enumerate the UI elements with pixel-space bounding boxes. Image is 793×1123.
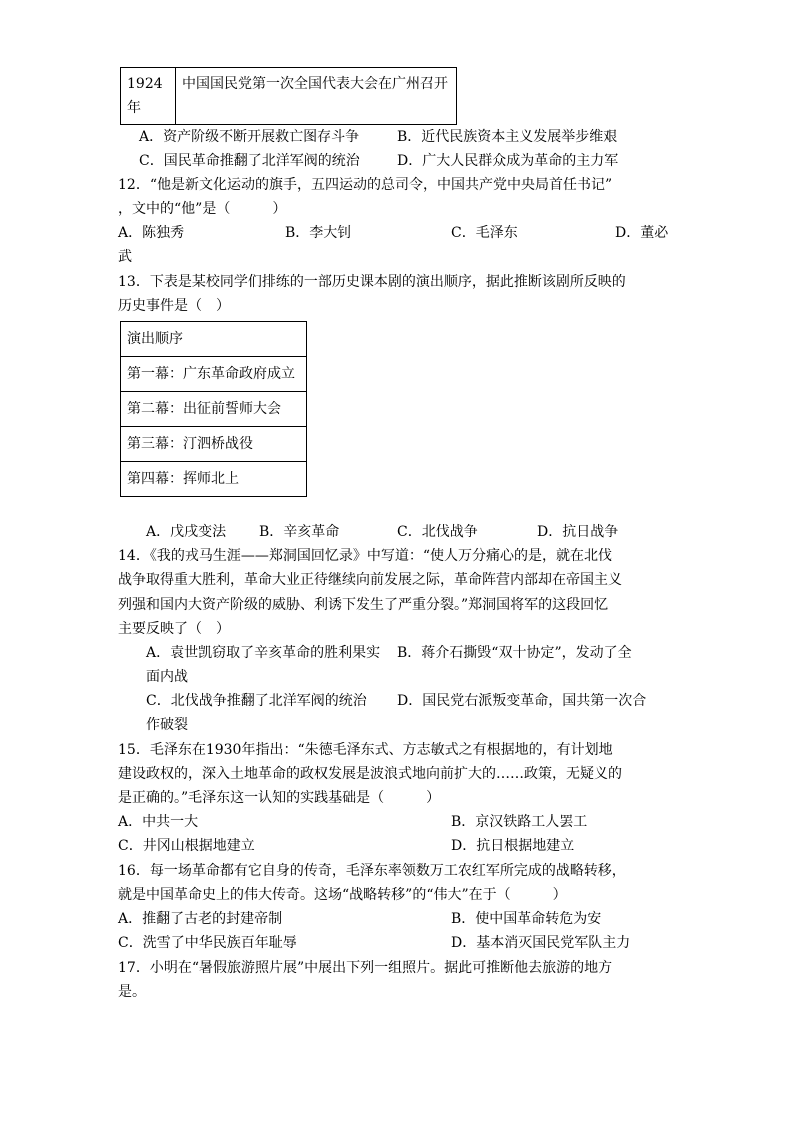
q15-stem-line1: 15．毛泽东在1930年指出：“朱德毛泽东式、方志敏式之有根据地的，有计划地: [118, 742, 613, 758]
q16-option-a: A．推翻了古老的封建帝制: [118, 911, 283, 927]
q12-option-d: D．董必: [615, 225, 669, 241]
q12-option-b: B．李大钊: [285, 225, 352, 241]
q16-option-b: B．使中国革命转危为安: [451, 911, 602, 927]
q14-stem-line1: 14．《我的戎马生涯——郑洞国回忆录》中写道：“使人万分痛心的是，就在北伐: [118, 548, 612, 564]
q11-option-b: B．近代民族资本主义发展举步维艰: [397, 129, 618, 145]
table-row: 第四幕：挥师北上: [121, 462, 307, 497]
q12-option-c: C．毛泽东: [451, 225, 518, 241]
table-year-cell: 1924年: [121, 68, 176, 125]
q11-option-d: D．广大人民群众成为革命的主力军: [397, 153, 619, 169]
q16-option-c: C．洗雪了中华民族百年耻辱: [118, 935, 297, 951]
q11-option-c: C．国民革命推翻了北洋军阀的统治: [139, 153, 360, 169]
q14-stem-line2: 战争取得重大胜利，革命大业正待继续向前发展之际，革命阵营内部却在帝国主义: [118, 572, 622, 588]
q12-option-d-wrap: 武: [118, 249, 132, 265]
q14-option-d-wrap: 作破裂: [146, 717, 188, 733]
q14-option-c: C．北伐战争推翻了北洋军阀的统治: [146, 693, 367, 709]
q13-option-a: A．戊戌变法: [146, 524, 227, 540]
table-row: 演出顺序: [121, 322, 307, 357]
q15-option-c: C．井冈山根据地建立: [118, 838, 255, 854]
q16-option-d: D．基本消灭国民党军队主力: [451, 935, 631, 951]
q13-stem-line2: 历史事件是（ ）: [118, 298, 230, 314]
q12-stem-line1: 12．“他是新文化运动的旗手，五四运动的总司令，中国共产党中央局首任书记”: [118, 177, 613, 193]
table-event-cell: 中国国民党第一次全国代表大会在广州召开: [176, 68, 457, 125]
q12-option-a: A．陈独秀: [118, 225, 185, 241]
q15-stem-line2: 建设政权的，深入土地革命的政权发展是波浪式地向前扩大的……政策，无疑义的: [118, 766, 622, 782]
q15-option-d: D．抗日根据地建立: [451, 838, 575, 854]
q14-stem-line3: 列强和国内大资产阶级的威胁、利诱下发生了严重分裂。”郑洞国将军的这段回忆: [118, 597, 609, 613]
q15-option-a: A．中共一大: [118, 814, 199, 830]
q14-option-b-wrap: 面内战: [146, 669, 188, 685]
q15-option-b: B．京汉铁路工人罢工: [451, 814, 588, 830]
q13-stem-line1: 13．下表是某校同学们排练的一部历史课本剧的演出顺序，据此推断该剧所反映的: [118, 274, 626, 290]
table-row: 第二幕：出征前誓师大会: [121, 392, 307, 427]
event-table: [120, 67, 457, 125]
table-row: 第三幕：汀泗桥战役: [121, 427, 307, 462]
q13-option-d: D．抗日战争: [537, 524, 619, 540]
q17-stem-line2: 是。: [118, 984, 146, 1000]
q16-stem-line1: 16．每一场革命都有它自身的传奇，毛泽东率领数万工农红军所完成的战略转移，: [118, 863, 626, 879]
q14-option-a: A．袁世凯窃取了辛亥革命的胜利果实: [146, 645, 381, 661]
q14-option-d: D．国民党右派叛变革命，国共第一次合: [397, 693, 647, 709]
q14-option-b: B．蒋介石撕毁“双十协定”，发动了全: [397, 645, 632, 661]
q11-option-a: A．资产阶级不断开展救亡图存斗争: [139, 129, 360, 145]
q13-option-b: B．辛亥革命: [259, 524, 340, 540]
performance-order-table: [120, 321, 307, 497]
q16-stem-line2: 就是中国革命史上的伟大传奇。这场“战略转移”的“伟大”在于（ ）: [118, 887, 567, 903]
q15-stem-line3: 是正确的。”毛泽东这一认知的实践基础是（ ）: [118, 790, 441, 806]
q13-option-c: C．北伐战争: [397, 524, 478, 540]
q17-stem-line1: 17．小明在“暑假旅游照片展”中展出下列一组照片。据此可推断他去旅游的地方: [118, 960, 613, 976]
q14-stem-line4: 主要反映了（ ）: [118, 621, 230, 637]
q12-stem-line2: ，文中的“他”是（ ）: [118, 201, 287, 217]
table-row: 第一幕：广东革命政府成立: [121, 357, 307, 392]
